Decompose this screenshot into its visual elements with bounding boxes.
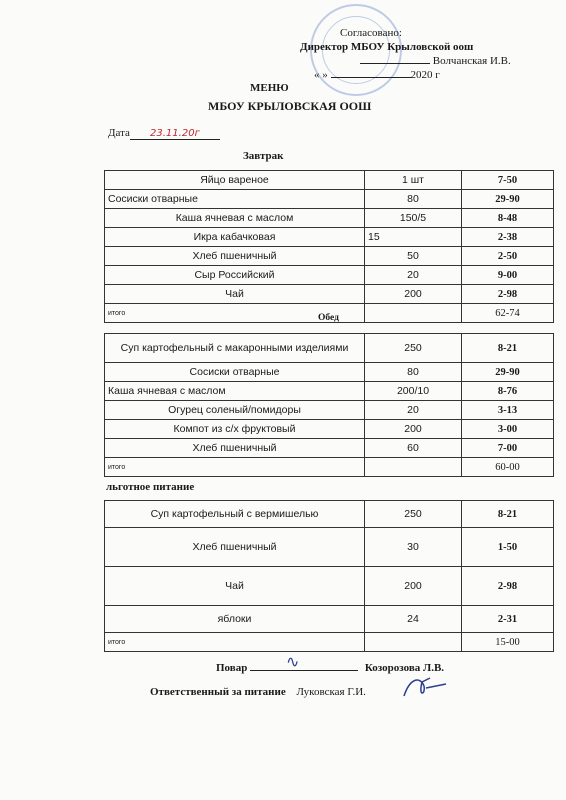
responsible-name: Луковская Г.И. — [296, 686, 366, 698]
total-row: итого 62-74 — [105, 304, 554, 323]
table-row: Каша ячневая с маслом 150/5 8-48 — [105, 209, 554, 228]
cook-signature-icon: ∿ — [286, 652, 300, 671]
table-row: Суп картофельный с макаронными изделиями 250 8-21 — [105, 334, 554, 363]
table-row: Компот из с/х фруктовый 200 3-00 — [105, 420, 554, 439]
approval-block — [300, 26, 540, 82]
cook-label: Повар — [216, 662, 248, 674]
table-row: Хлеб пшеничный 30 1-50 — [105, 528, 554, 567]
school-name: МБОУ КРЫЛОВСКАЯ ООШ — [208, 99, 372, 113]
table-row: Сосиски отварные 80 29-90 — [105, 190, 554, 209]
lunch-table — [104, 333, 554, 477]
breakfast-total: 62-74 — [462, 304, 554, 323]
table-row: Чай 200 2-98 — [105, 567, 554, 606]
table-row: яблоки 24 2-31 — [105, 606, 554, 633]
date-value: 23.11.20г — [130, 128, 220, 140]
responsible-label: Ответственный за питание — [150, 686, 286, 698]
table-row: Икра кабачковая 15 2-38 — [105, 228, 554, 247]
total-row: итого 60-00 — [105, 458, 554, 477]
approval-year: 2020 г — [410, 69, 440, 81]
table-row: Яйцо вареное 1 шт 7-50 — [105, 171, 554, 190]
responsible-signature-icon — [400, 672, 450, 702]
discount-heading: льготное питание — [106, 481, 195, 493]
date-label: Дата — [108, 127, 130, 139]
table-row: Огурец соленый/помидоры 20 3-13 — [105, 401, 554, 420]
page-title: МЕНЮ — [250, 82, 289, 94]
breakfast-heading: Завтрак — [243, 150, 284, 162]
breakfast-table — [104, 170, 554, 323]
discount-total: 15-00 — [462, 633, 554, 652]
total-row: итого 15-00 — [105, 633, 554, 652]
table-row: Чай 200 2-98 — [105, 285, 554, 304]
table-row: Хлеб пшеничный 60 7-00 — [105, 439, 554, 458]
discount-table — [104, 500, 554, 652]
table-row: Сосиски отварные 80 29-90 — [105, 363, 554, 382]
cook-name: Козорозова Л.В. — [364, 662, 445, 674]
table-row: Каша ячневая с маслом 200/10 8-76 — [105, 382, 554, 401]
table-row: Сыр Российский 20 9-00 — [105, 266, 554, 285]
approval-director: Директор МБОУ Крыловской оош — [300, 41, 474, 53]
lunch-heading: Обед — [318, 313, 339, 323]
date-line — [108, 127, 220, 140]
table-row: Суп картофельный с вермишелью 250 8-21 — [105, 501, 554, 528]
lunch-total: 60-00 — [462, 458, 554, 477]
table-row: Хлеб пшеничный 50 2-50 — [105, 247, 554, 266]
approval-director-name: Волчанская И.В. — [432, 55, 511, 67]
approval-heading: Согласовано: — [340, 27, 402, 39]
responsible-signature-line — [150, 686, 366, 698]
approval-day: « » — [314, 69, 328, 81]
